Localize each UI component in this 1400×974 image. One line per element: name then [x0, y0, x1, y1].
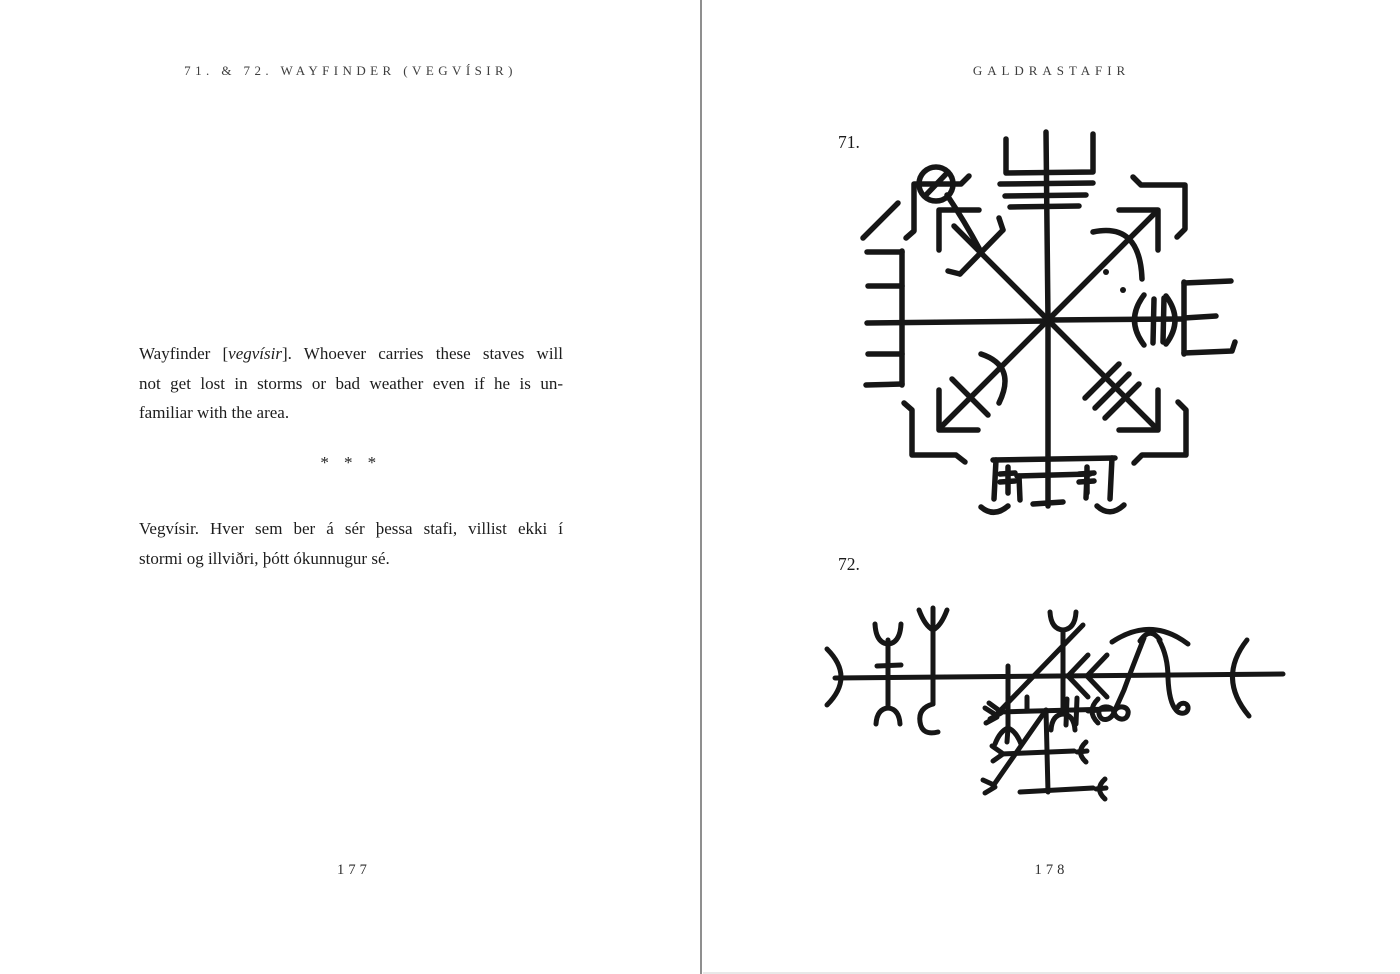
english-paragraph	[139, 339, 563, 428]
running-header-right: GALDRASTAFIR	[972, 63, 1131, 78]
figure-72-label: 72.	[838, 554, 860, 574]
page-number-right: 178	[1034, 862, 1069, 878]
icelandic-line-1: Vegvísir. Hver sem ber á sér þessa stafi, villist ekki í	[139, 519, 563, 538]
icelandic-line-2: stormi og illviðri, þótt ókunnugur sé.	[139, 548, 390, 568]
vegvisir-compass-drawing	[853, 126, 1277, 530]
right-page	[703, 0, 1400, 974]
page-divider	[700, 0, 702, 974]
figure-71-label: 71.	[838, 132, 860, 152]
italic-term: vegvísir	[228, 344, 282, 363]
asterisk-separator: * * *	[320, 453, 382, 472]
english-line-1: Wayfinder [vegvísir]. Whoever carries these staves will	[139, 344, 564, 363]
english-line-2: not get lost in storms or bad weather even if he is un-	[139, 373, 563, 393]
running-header-left: 71. & 72. WAYFINDER (VEGVÍSIR)	[184, 63, 517, 78]
vegvisir-line-stave-drawing	[815, 596, 1295, 811]
english-line-3: familiar with the area.	[139, 403, 290, 422]
page-number-left: 177	[337, 862, 371, 878]
icelandic-paragraph	[139, 514, 563, 573]
